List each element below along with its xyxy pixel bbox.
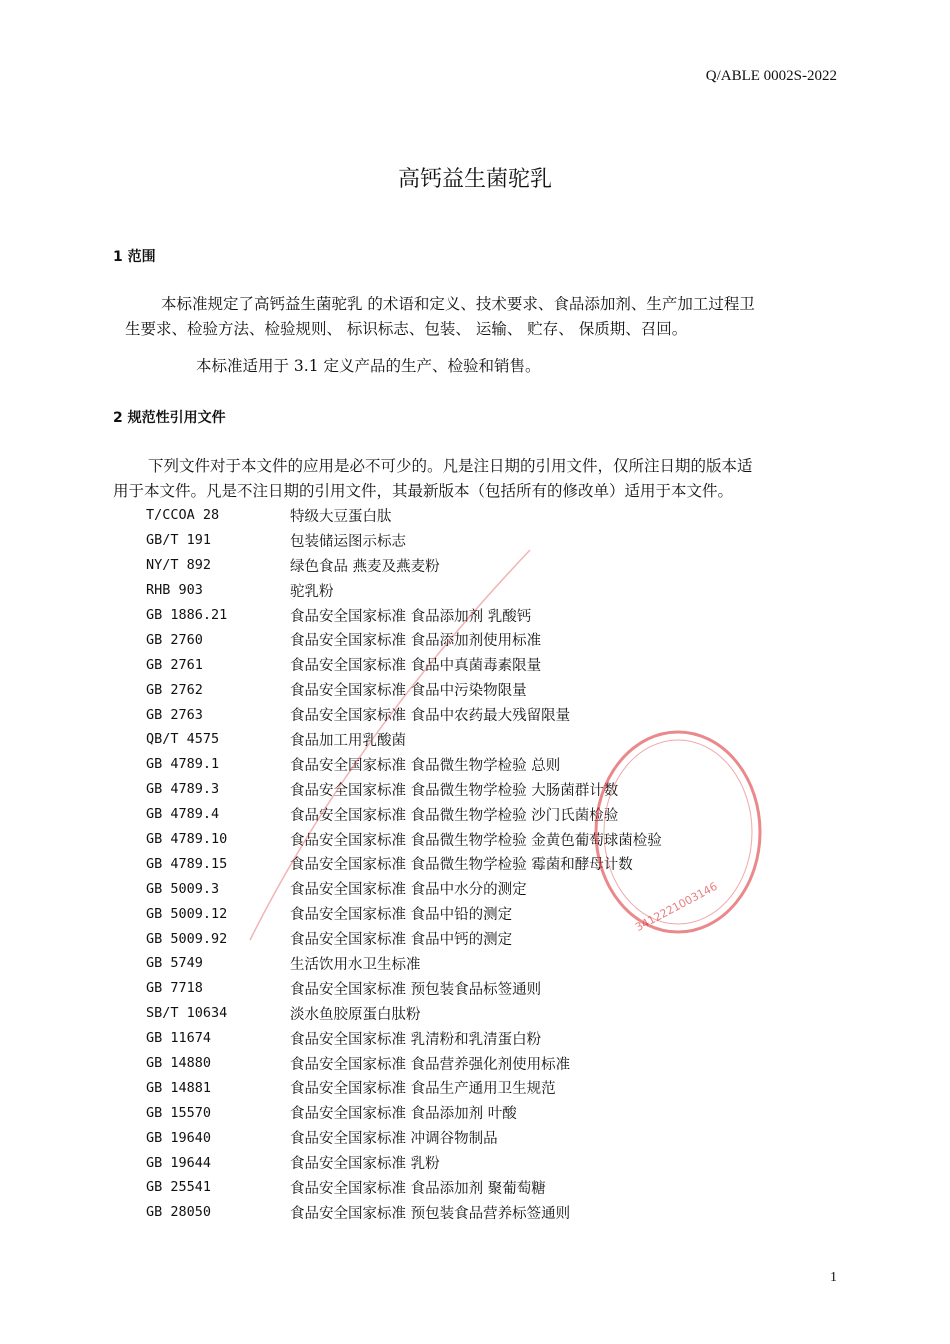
reference-code: GB 5009.3	[146, 880, 220, 897]
reference-title: 食品安全国家标准 预包装食品标签通则	[290, 981, 542, 998]
reference-row	[146, 1150, 846, 1175]
reference-title: 淡水鱼胶原蛋白肽粉	[290, 1006, 421, 1023]
reference-code: GB 2761	[146, 656, 203, 673]
reference-code: GB 28050	[146, 1204, 212, 1221]
reference-title: 食品安全国家标准 食品微生物学检验 霉菌和酵母计数	[290, 857, 633, 874]
reference-title: 食品安全国家标准 预包装食品营养标签通则	[290, 1205, 571, 1222]
reference-code: QB/T 4575	[146, 731, 220, 748]
reference-code: T/CCOA 28	[146, 507, 220, 524]
reference-row	[146, 627, 846, 652]
reference-title: 食品加工用乳酸菌	[290, 732, 406, 749]
document-code: Q/ABLE 0002S-2022	[705, 68, 837, 84]
reference-row	[146, 652, 846, 677]
reference-title: 绿色食品 燕麦及燕麦粉	[290, 558, 440, 575]
reference-code: GB 4789.10	[146, 831, 228, 848]
reference-code: GB 2760	[146, 631, 203, 648]
page-number: 1	[830, 1270, 837, 1285]
references-intro-line2: 用于本文件。凡是不注日期的引用文件，其最新版本（包括所有的修改单）适用于本文件。	[113, 482, 734, 500]
reference-title: 食品安全国家标准 乳粉	[290, 1156, 440, 1173]
reference-title: 食品安全国家标准 食品中污染物限量	[290, 683, 527, 700]
reference-row	[146, 752, 846, 777]
reference-row	[146, 528, 846, 553]
reference-code: GB 5749	[146, 955, 203, 972]
reference-code: GB 25541	[146, 1179, 212, 1196]
reference-title: 食品安全国家标准 食品中真菌毒素限量	[290, 658, 542, 675]
reference-code: GB 4789.4	[146, 806, 220, 823]
reference-row	[146, 1051, 846, 1076]
reference-row	[146, 677, 846, 702]
reference-title: 食品安全国家标准 食品添加剂 叶酸	[290, 1106, 517, 1123]
reference-title: 包装储运图示标志	[290, 533, 406, 550]
reference-title: 食品安全国家标准 乳清粉和乳清蛋白粉	[290, 1031, 542, 1048]
reference-row	[146, 702, 846, 727]
reference-row	[146, 727, 846, 752]
section-heading-scope: 1 范围	[113, 249, 156, 265]
reference-title: 食品安全国家标准 食品微生物学检验 金黄色葡萄球菌检验	[290, 832, 662, 849]
reference-title: 食品安全国家标准 食品添加剂 聚葡萄糖	[290, 1180, 546, 1197]
scope-paragraph-line2: 生要求、检验方法、检验规则、 标识标志、包装、 运输、 贮存、 保质期、召回。	[125, 320, 688, 338]
reference-code: GB 19644	[146, 1154, 212, 1171]
reference-row	[146, 1075, 846, 1100]
reference-code: GB 14881	[146, 1079, 212, 1096]
reference-code: GB 15570	[146, 1104, 212, 1121]
reference-title: 食品安全国家标准 食品生产通用卫生规范	[290, 1081, 556, 1098]
reference-code: GB 1886.21	[146, 607, 228, 623]
reference-code: NY/T 892	[146, 557, 212, 574]
reference-title: 食品安全国家标准 食品中铅的测定	[290, 907, 513, 924]
reference-title: 驼乳粉	[290, 583, 334, 600]
reference-row	[146, 553, 846, 578]
reference-row	[146, 951, 846, 976]
reference-row	[146, 503, 846, 528]
reference-title: 特级大豆蛋白肽	[290, 508, 392, 525]
reference-row	[146, 976, 846, 1001]
reference-row	[146, 1100, 846, 1125]
reference-title: 食品安全国家标准 食品微生物学检验 大肠菌群计数	[290, 782, 619, 799]
reference-code: GB 7718	[146, 980, 203, 997]
reference-title: 食品安全国家标准 食品微生物学检验 总则	[290, 757, 561, 774]
reference-row	[146, 851, 846, 876]
reference-row	[146, 1200, 846, 1225]
reference-title: 生活饮用水卫生标准	[290, 956, 421, 973]
references-intro-line1: 下列文件对于本文件的应用是必不可少的。凡是注日期的引用文件，仅所注日期的版本适	[148, 457, 753, 475]
reference-row	[146, 1026, 846, 1051]
reference-row	[146, 901, 846, 926]
reference-code: GB 4789.3	[146, 781, 220, 798]
reference-row	[146, 1001, 846, 1026]
reference-row	[146, 827, 846, 852]
reference-title: 食品安全国家标准 食品添加剂使用标准	[290, 633, 542, 650]
reference-row	[146, 777, 846, 802]
reference-row	[146, 578, 846, 603]
reference-code: GB 14880	[146, 1055, 212, 1072]
reference-code: GB 11674	[146, 1030, 212, 1047]
reference-row	[146, 603, 846, 628]
reference-code: GB 5009.12	[146, 905, 228, 922]
reference-row	[146, 876, 846, 901]
reference-code: GB 2763	[146, 706, 203, 723]
reference-title: 食品安全国家标准 食品中农药最大残留限量	[290, 708, 571, 725]
reference-code: RHB 903	[146, 582, 203, 599]
reference-code: GB 2762	[146, 681, 203, 698]
reference-code: GB 4789.15	[146, 855, 228, 872]
reference-title: 食品安全国家标准 食品微生物学检验 沙门氏菌检验	[290, 807, 619, 824]
reference-title: 食品安全国家标准 食品中钙的测定	[290, 932, 513, 949]
reference-code: GB 4789.1	[146, 756, 220, 773]
reference-title: 食品安全国家标准 食品添加剂 乳酸钙	[290, 608, 532, 625]
scope-paragraph-line1: 本标准规定了高钙益生菌驼乳 的术语和定义、技术要求、食品添加剂、生产加工过程卫	[161, 295, 755, 313]
svg-text:3412221003146: 3412221003146	[633, 879, 720, 935]
reference-row	[146, 1125, 846, 1150]
reference-list	[146, 503, 846, 1225]
document-title: 高钙益生菌驼乳	[397, 167, 552, 192]
reference-row	[146, 926, 846, 951]
reference-code: SB/T 10634	[146, 1005, 228, 1022]
reference-title: 食品安全国家标准 食品营养强化剂使用标准	[290, 1056, 571, 1073]
scope-applicability-paragraph: 本标准适用于 3.1 定义产品的生产、检验和销售。	[196, 357, 541, 375]
reference-title: 食品安全国家标准 食品中水分的测定	[290, 882, 527, 899]
reference-code: GB 5009.92	[146, 930, 228, 947]
reference-code: GB/T 191	[146, 532, 212, 549]
reference-title: 食品安全国家标准 冲调谷物制品	[290, 1131, 498, 1148]
section-heading-normative-references: 2 规范性引用文件	[113, 410, 226, 426]
reference-row	[146, 802, 846, 827]
reference-row	[146, 1175, 846, 1200]
reference-code: GB 19640	[146, 1129, 212, 1146]
